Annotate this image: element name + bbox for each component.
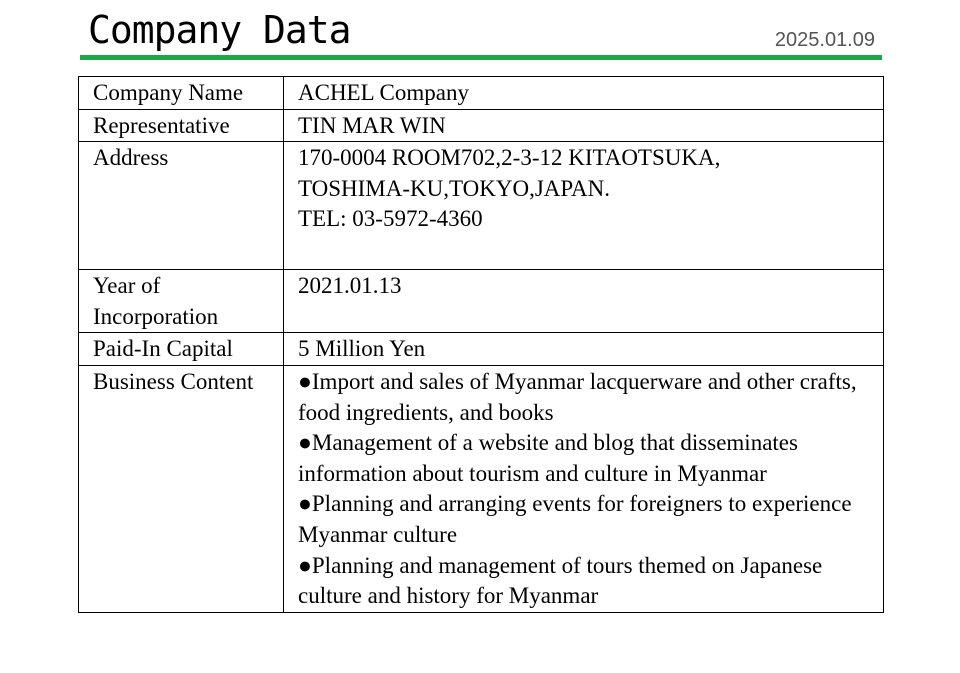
table-row <box>79 109 884 142</box>
address-value <box>284 142 884 270</box>
phone-number: TEL: 03-5972-4360 <box>298 206 483 232</box>
list-item: ●Planning and arranging events for foreigners to experience Myanmar culture <box>298 491 852 547</box>
table-row <box>79 365 884 612</box>
table-row <box>79 142 884 270</box>
table-row <box>79 333 884 366</box>
business-content-list <box>284 365 884 612</box>
list-item: ●Management of a website and blog that disseminates information about tourism and culture in Myanmar <box>298 430 798 486</box>
row-label: Paid-In Capital <box>79 333 284 366</box>
row-value: 5 Million Yen <box>284 333 884 366</box>
row-label: Year of Incorporation <box>79 270 284 333</box>
document-date: 2025.01.09 <box>774 29 875 51</box>
table-row <box>79 270 884 333</box>
row-value: ACHEL Company <box>284 77 884 110</box>
company-info-table <box>78 76 884 613</box>
address-line: TOSHIMA-KU,TOKYO,JAPAN. <box>298 175 611 201</box>
row-label: Address <box>79 142 284 270</box>
row-value: TIN MAR WIN <box>284 109 884 142</box>
address-line: 170-0004 ROOM702,2-3-12 KITAOTSUKA, <box>298 145 721 171</box>
list-item: ●Planning and management of tours themed on Japanese culture and history for Myanmar <box>298 552 823 609</box>
row-label: Business Content <box>79 365 284 612</box>
row-value: 2021.01.13 <box>284 270 884 333</box>
row-label: Representative <box>79 109 284 142</box>
title-underline <box>80 55 882 60</box>
table-row <box>79 77 884 110</box>
list-item: ●Import and sales of Myanmar lacquerware and other crafts, food ingredients, and books <box>298 368 857 425</box>
row-label: Company Name <box>79 77 284 110</box>
page-title: Company Data <box>88 8 351 52</box>
